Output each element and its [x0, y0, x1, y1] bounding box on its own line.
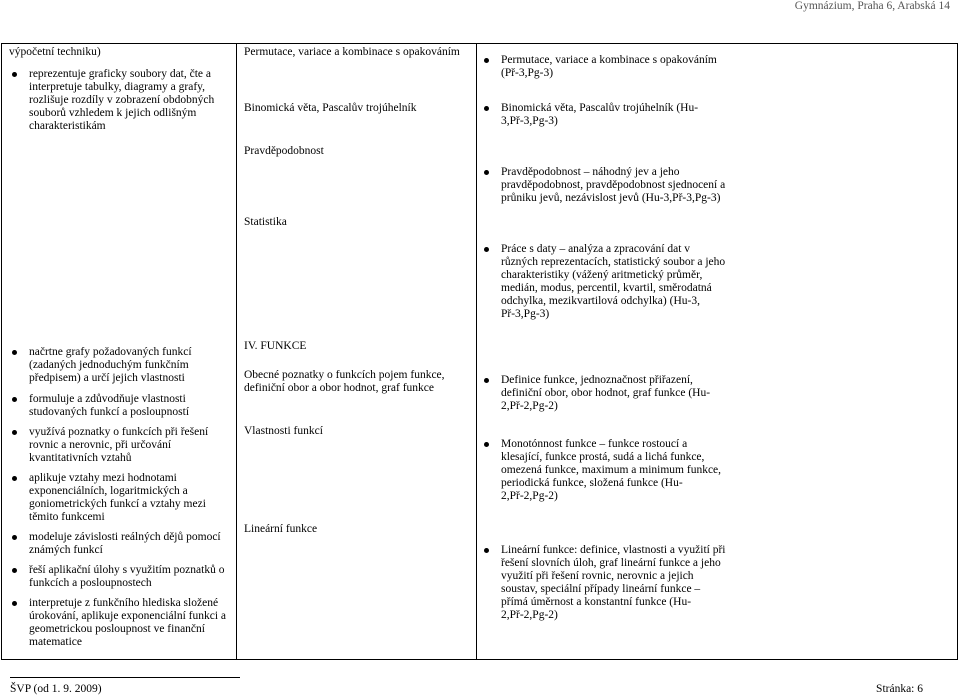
- list-item: Binomická věta, Pascalův trojúhelník (Hu-3,Př-3,Pg-3): [501, 102, 726, 128]
- list-item: reprezentuje graficky soubory dat, čte a interpretuje tabulky, diagramy a grafy, rozlišuje rozdíly v zobrazení obdobných souborů vzhledem k jejich odlišným charakteristikám: [29, 68, 229, 133]
- list-item: Definice funkce, jednoznačnost přiřazení, definiční obor, obor hodnot, graf funkce (Hu-2,Př-2,Pg-2): [501, 374, 726, 413]
- outcomes-cell: [2, 44, 237, 660]
- list-item: Práce s daty – analýza a zpracování dat v různých reprezentacích, statistický soubor a jeho charakteristiky (vážený aritmetický průměr, medián, modus, percentil, kvartil, směrodatná odchylka, mezikvartilová odchylka) (Hu-3, Př-3,Pg-3): [501, 243, 726, 320]
- page-header: Gymnázium, Praha 6, Arabská 14: [794, 0, 950, 12]
- list-item: Lineární funkce: definice, vlastnosti a využití při řešení slovních úloh, graf lineární funkce a jeho využití při řešení rovnic, nerovnic a jejich soustav, speciální případy lineární funkce – přímá úměrnost a konstantní funkce (Hu-2,Př-2,Pg-2): [501, 544, 726, 621]
- footer-version: ŠVP (od 1. 9. 2009): [10, 683, 102, 695]
- list-item: Monotónnost funkce – funkce rostoucí a klesající, funkce prostá, sudá a lichá funkce, omezená funkce, maximum a minimum funkce, periodická funkce, složená funkce (Hu-2,Př-2,Pg-2): [501, 438, 726, 503]
- topic-permutations: Permutace, variace a kombinace s opakováním: [244, 46, 460, 58]
- list-item: Permutace, variace a kombinace s opakováním (Př-3,Pg-3): [501, 54, 726, 80]
- list-item: využívá poznatky o funkcích při řešení rovnic a nerovnic, při určování kvantitativních vztahů: [29, 426, 229, 465]
- content-cell: [477, 44, 958, 660]
- outcomes-list-bottom: [29, 346, 229, 649]
- curriculum-table: [1, 43, 958, 660]
- table-row: [2, 44, 958, 660]
- page-number: Stránka: 6: [876, 683, 923, 695]
- section-heading-functions: IV. FUNKCE: [244, 340, 307, 352]
- list-item: modeluje závislosti reálných dějů pomocí známých funkcí: [29, 531, 229, 557]
- list-item: formuluje a zdůvodňuje vlastnosti studovaných funkcí a posloupností: [29, 393, 229, 419]
- list-item: řeší aplikační úlohy s využitím poznatků o funkcích a posloupnostech: [29, 564, 229, 590]
- list-item: Pravděpodobnost – náhodný jev a jeho pravděpodobnost, pravděpodobnost sjednocení a průniku jevů, nezávislost jevů (Hu-3,Př-3,Pg-3): [501, 166, 726, 204]
- topic-probability: Pravděpodobnost: [244, 145, 324, 157]
- topic-binomial: Binomická věta, Pascalův trojúhelník: [244, 102, 417, 114]
- topic-linear-function: Lineární funkce: [244, 523, 318, 535]
- footer-divider: [10, 677, 240, 678]
- topic-general-functions: Obecné poznatky o funkcích pojem funkce, definiční obor a obor hodnot, graf funkce: [244, 369, 445, 394]
- list-item: aplikuje vztahy mezi hodnotami exponenciálních, logaritmických a goniometrických funkcí a vztahy mezi těmito funkcemi: [29, 472, 229, 524]
- list-item: interpretuje z funkčního hlediska složené úrokování, aplikuje exponenciální funkci a geometrickou posloupnost ve finanční matematice: [29, 597, 229, 649]
- list-item: načrtne grafy požadovaných funkcí (zadaných jednoduchým funkčním předpisem) a určí jejich vlastnosti: [29, 346, 229, 385]
- topics-cell: [237, 44, 477, 660]
- outcomes-list-top: [29, 68, 229, 133]
- topic-function-properties: Vlastnosti funkcí: [244, 425, 323, 437]
- topic-statistics: Statistika: [244, 216, 287, 228]
- outcomes-intro: výpočetní techniku): [9, 46, 101, 58]
